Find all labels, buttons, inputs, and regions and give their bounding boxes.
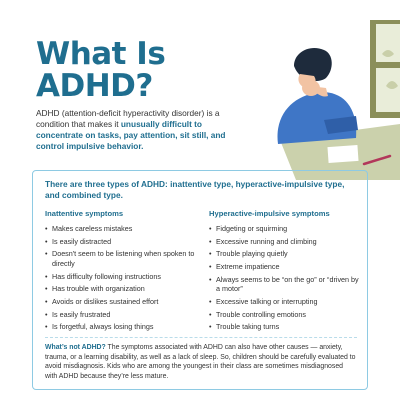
intro-paragraph (36, 108, 246, 152)
list-item: • Avoids or dislikes sustained effort (45, 297, 195, 307)
title-line-1: What Is (36, 36, 166, 72)
intro-text: ADHD (attention-deficit hyperactivity disorder) is a condition that makes it (36, 108, 220, 129)
hyperactive-title: Hyperactive-impulsive symptoms (209, 209, 330, 218)
inattentive-list (45, 224, 195, 332)
window-icon (370, 20, 400, 118)
title-line-2: ADHD? (36, 68, 153, 104)
list-item: • Excessive running and climbing (209, 237, 359, 247)
list-item: • Trouble controlling emotions (209, 310, 359, 320)
list-item: • Extreme impatience (209, 262, 359, 272)
card-heading: There are three types of ADHD: inattentive type, hyperactive-impulsive type, and combined type. (45, 179, 345, 200)
intro-highlight: unusually difficult to concentrate on tasks, pay attention, sit still, and control impulsive behavior. (36, 119, 226, 151)
list-item: • Is easily distracted (45, 237, 195, 247)
divider (45, 337, 357, 338)
hyperactive-list (209, 224, 359, 332)
child-at-desk-illustration (240, 20, 400, 180)
list-item: • Always seems to be “on the go” or “driven by a motor” (209, 275, 359, 294)
adhd-types-card (32, 170, 368, 390)
page-title (36, 38, 165, 102)
list-item: • Is forgetful, always losing things (45, 322, 195, 332)
child-icon (277, 48, 358, 144)
list-item: • Excessive talking or interrupting (209, 297, 359, 307)
list-item: • Has difficulty following instructions (45, 272, 195, 282)
list-item: • Doesn't seem to be listening when spoken to directly (45, 249, 195, 268)
paper-icon (327, 145, 358, 163)
inattentive-column (45, 209, 195, 335)
hyperactive-column (209, 209, 359, 335)
inattentive-title: Inattentive symptoms (45, 209, 124, 218)
list-item: • Makes careless mistakes (45, 224, 195, 234)
whats-not-adhd-paragraph (45, 343, 357, 381)
list-item: • Fidgeting or squirming (209, 224, 359, 234)
list-item: • Trouble taking turns (209, 322, 359, 332)
whats-not-adhd-lead: What’s not ADHD? (45, 344, 106, 351)
list-item: • Has trouble with organization (45, 284, 195, 294)
list-item: • Trouble playing quietly (209, 249, 359, 259)
list-item: • Is easily frustrated (45, 310, 195, 320)
whats-not-adhd-text: The symptoms associated with ADHD can also have other causes — anxiety, trauma, or a learning disability, as well as a lack of sleep. So, children should be carefully evaluated to avoid misdiagnosis. Kids who are among the youngest in their class are sometimes misdiagnosed with ADHD because they’re less mature. (45, 344, 356, 380)
